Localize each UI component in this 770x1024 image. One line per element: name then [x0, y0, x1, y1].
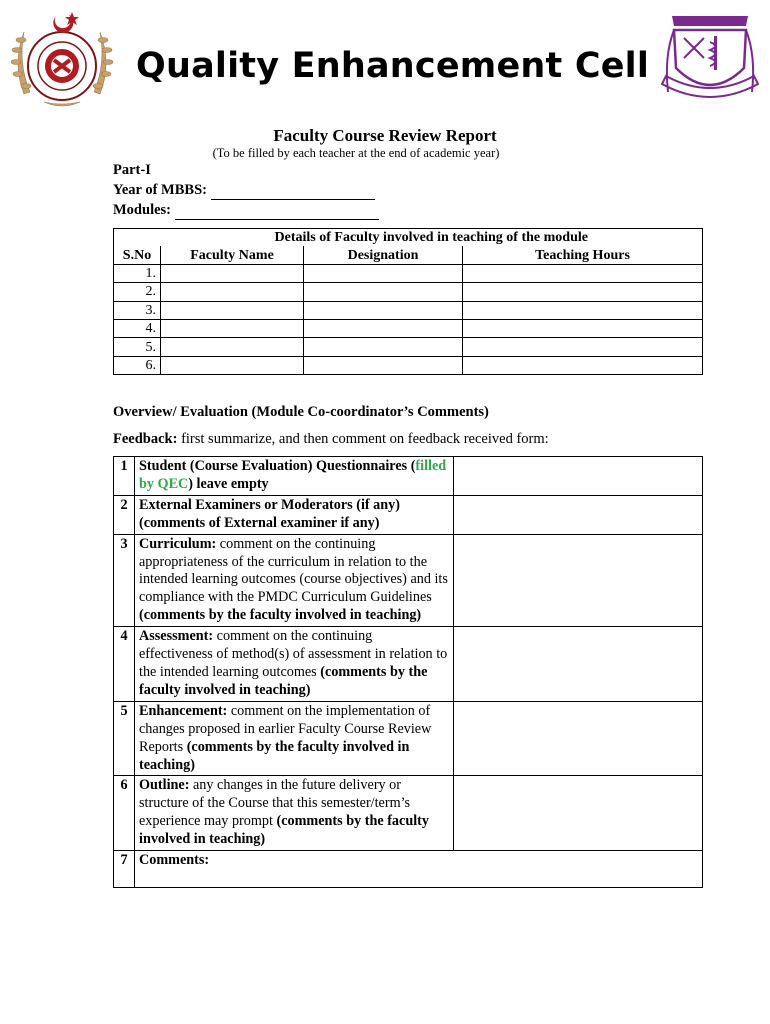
year-line	[113, 180, 379, 200]
eval-bold: Curriculum:	[139, 535, 217, 552]
row-number: 5.	[114, 338, 161, 356]
cell[interactable]	[463, 338, 703, 356]
eval-bold: (comments by the faculty involved in teaching)	[139, 663, 428, 698]
cell[interactable]	[463, 283, 703, 301]
row-number: 4.	[114, 319, 161, 337]
year-field[interactable]	[211, 185, 375, 200]
faculty-table	[113, 228, 703, 375]
eval-bold: (comments by the faculty involved in teaching)	[139, 813, 429, 848]
eval-description	[135, 457, 454, 496]
eval-row	[114, 627, 703, 702]
eval-response[interactable]	[454, 776, 703, 851]
table-row	[114, 338, 703, 356]
eval-green-note: filled by QEC	[139, 458, 447, 492]
eval-number: 5	[114, 701, 135, 776]
modules-field[interactable]	[175, 205, 379, 220]
overview-heading: Overview/ Evaluation (Module Co-coordinator’s Comments)	[113, 404, 489, 420]
eval-response[interactable]	[454, 457, 703, 496]
eval-description	[135, 776, 454, 851]
table-row	[114, 319, 703, 337]
eval-bold: External Examiners or Moderators (if any) (comments of External examiner if any)	[139, 496, 400, 531]
table-row	[114, 264, 703, 282]
cell[interactable]	[463, 301, 703, 319]
eval-number: 1	[114, 457, 135, 496]
eval-description	[135, 495, 454, 534]
eval-number: 7	[114, 851, 135, 888]
eval-response[interactable]	[454, 495, 703, 534]
eval-response[interactable]	[454, 701, 703, 776]
eval-bold: Enhancement:	[139, 702, 228, 719]
cell[interactable]	[161, 301, 304, 319]
faculty-table-caption: Details of Faculty involved in teaching of the module	[161, 229, 703, 247]
eval-number: 2	[114, 495, 135, 534]
eval-bold: Comments:	[139, 852, 210, 869]
eval-text: any changes in the future delivery or structure of the Course that this semester/term’s experience may prompt	[139, 777, 411, 830]
cell[interactable]	[304, 338, 463, 356]
table-row	[114, 283, 703, 301]
col-faculty-name: Faculty Name	[161, 246, 304, 264]
eval-bold: Student (Course Evaluation) Questionnaires (	[139, 458, 416, 474]
eval-description	[135, 701, 454, 776]
eval-response[interactable]	[454, 534, 703, 627]
eval-bold: Assessment:	[139, 628, 214, 645]
cell[interactable]	[463, 319, 703, 337]
cell[interactable]	[161, 264, 304, 282]
modules-line	[113, 200, 379, 220]
cell[interactable]	[304, 283, 463, 301]
eval-row	[114, 851, 703, 888]
cell[interactable]	[161, 338, 304, 356]
feedback-label: Feedback:	[113, 431, 178, 447]
year-label: Year of MBBS:	[113, 182, 207, 198]
part-section	[113, 160, 379, 220]
evaluation-table	[113, 456, 703, 888]
eval-number: 4	[114, 627, 135, 702]
cell[interactable]	[304, 301, 463, 319]
feedback-line	[113, 431, 549, 448]
cell[interactable]	[304, 319, 463, 337]
eval-text: comment on the continuing effectiveness of method(s) of assessment in relation to the intended learning outcomes	[139, 628, 448, 680]
report-subtitle: (To be filled by each teacher at the end of academic year)	[212, 146, 500, 160]
feedback-text: first summarize, and then comment on feedback received form:	[177, 431, 549, 447]
eval-row	[114, 495, 703, 534]
eval-bold: Outline:	[139, 777, 190, 794]
eval-text: comment on the continuing appropriateness of the curriculum in relation to the intended learning outcomes (course objectives) and its compliance with the PMDC Curriculum Guidelines	[139, 535, 448, 606]
table-row	[114, 301, 703, 319]
cell[interactable]	[161, 319, 304, 337]
cell[interactable]	[304, 264, 463, 282]
eval-row	[114, 701, 703, 776]
qec-emblem-logo	[4, 4, 120, 112]
eval-description	[135, 627, 454, 702]
row-number: 1.	[114, 264, 161, 282]
cell[interactable]	[463, 264, 703, 282]
eval-row	[114, 534, 703, 627]
report-title: Faculty Course Review Report	[273, 126, 497, 145]
eval-row	[114, 457, 703, 496]
eval-bold: (comments by the faculty involved in teaching)	[139, 738, 410, 773]
row-number: 2.	[114, 283, 161, 301]
eval-text: comment on the implementation of changes proposed in earlier Faculty Course Review Reports	[139, 702, 432, 755]
eval-response[interactable]	[454, 627, 703, 702]
cell[interactable]	[463, 356, 703, 374]
cell[interactable]	[161, 283, 304, 301]
row-number: 3.	[114, 301, 161, 319]
modules-label: Modules:	[113, 202, 171, 218]
eval-bold: ) leave empty	[188, 475, 269, 492]
eval-bold: (comments by the faculty involved in teaching)	[139, 607, 422, 624]
eval-number: 3	[114, 534, 135, 627]
eval-comments[interactable]	[135, 851, 703, 888]
cell[interactable]	[161, 356, 304, 374]
table-row	[114, 356, 703, 374]
eval-row	[114, 776, 703, 851]
part-label: Part-I	[113, 162, 151, 178]
eval-number: 6	[114, 776, 135, 851]
col-designation: Designation	[304, 246, 463, 264]
row-number: 6.	[114, 356, 161, 374]
col-teaching-hours: Teaching Hours	[463, 246, 703, 264]
college-crest-logo	[654, 6, 766, 112]
col-sno: S.No	[114, 246, 161, 264]
eval-description	[135, 534, 454, 627]
cell[interactable]	[304, 356, 463, 374]
page-title: Quality Enhancement Cell	[136, 46, 650, 86]
